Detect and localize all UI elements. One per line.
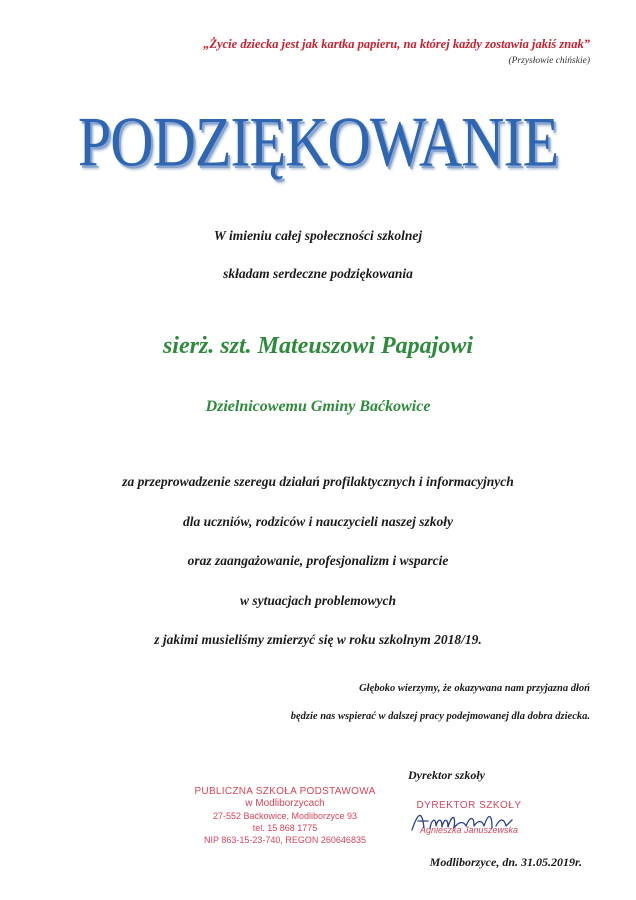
recipient-role: Dzielnicowemu Gminy Baćkowice [205,398,431,415]
school-stamp-location: w Modliborzycach [245,798,325,809]
closing-line-2: będzie nas wspierać w dalszej pracy podejmowanej dla dobra dziecka. [290,711,590,722]
body-line: dla uczniów, rodziców i nauczycieli naszej szkoły [183,514,453,529]
director-stamp-title: DYREKTOR SZKOŁY [416,800,522,811]
school-stamp-ids: NIP 863-15-23-740, REGON 260646835 [204,835,366,845]
school-stamp-address: 27-552 Baćkowice, Modliborzyce 93 [212,811,358,821]
director-stamp-name: Agnieszka Januszewska [419,825,519,835]
body-line: oraz zaangażowanie, profesjonalizm i wsparcie [187,553,449,568]
school-stamp [180,786,390,846]
motto-source: (Przysłowie chińskie) [508,56,590,66]
director-label: Dyrektor szkoły [408,768,485,782]
recipient-name: sierż. szt. Mateuszowi Papajowi [162,333,474,359]
body-line: za przeprowadzenie szeregu działań profilaktycznych i informacyjnych [122,474,514,489]
place-date: Modliborzyce, dn. 31.05.2019r. [429,855,582,869]
intro-line-1: W imieniu całej społeczności szkolnej [213,228,423,243]
body-line: z jakimi musieliśmy zmierzyć się w roku szkolnym 2018/19. [154,632,482,647]
school-stamp-name: PUBLICZNA SZKOŁA PODSTAWOWA [194,786,376,797]
school-stamp-phone: tel. 15 868 1775 [252,823,318,833]
page-title: PODZIĘKOWANIE [77,103,559,182]
intro-line-2: składam serdeczne podziękowania [223,266,413,281]
signature [408,806,518,836]
closing-line-1: Głęboko wierzymy, że okazywana nam przyjazna dłoń [359,683,590,694]
motto-quote: „Życie dziecka jest jak kartka papieru, na której każdy zostawia jakiś znak” [203,37,590,51]
body-line: w sytuacjach problemowych [240,593,396,608]
